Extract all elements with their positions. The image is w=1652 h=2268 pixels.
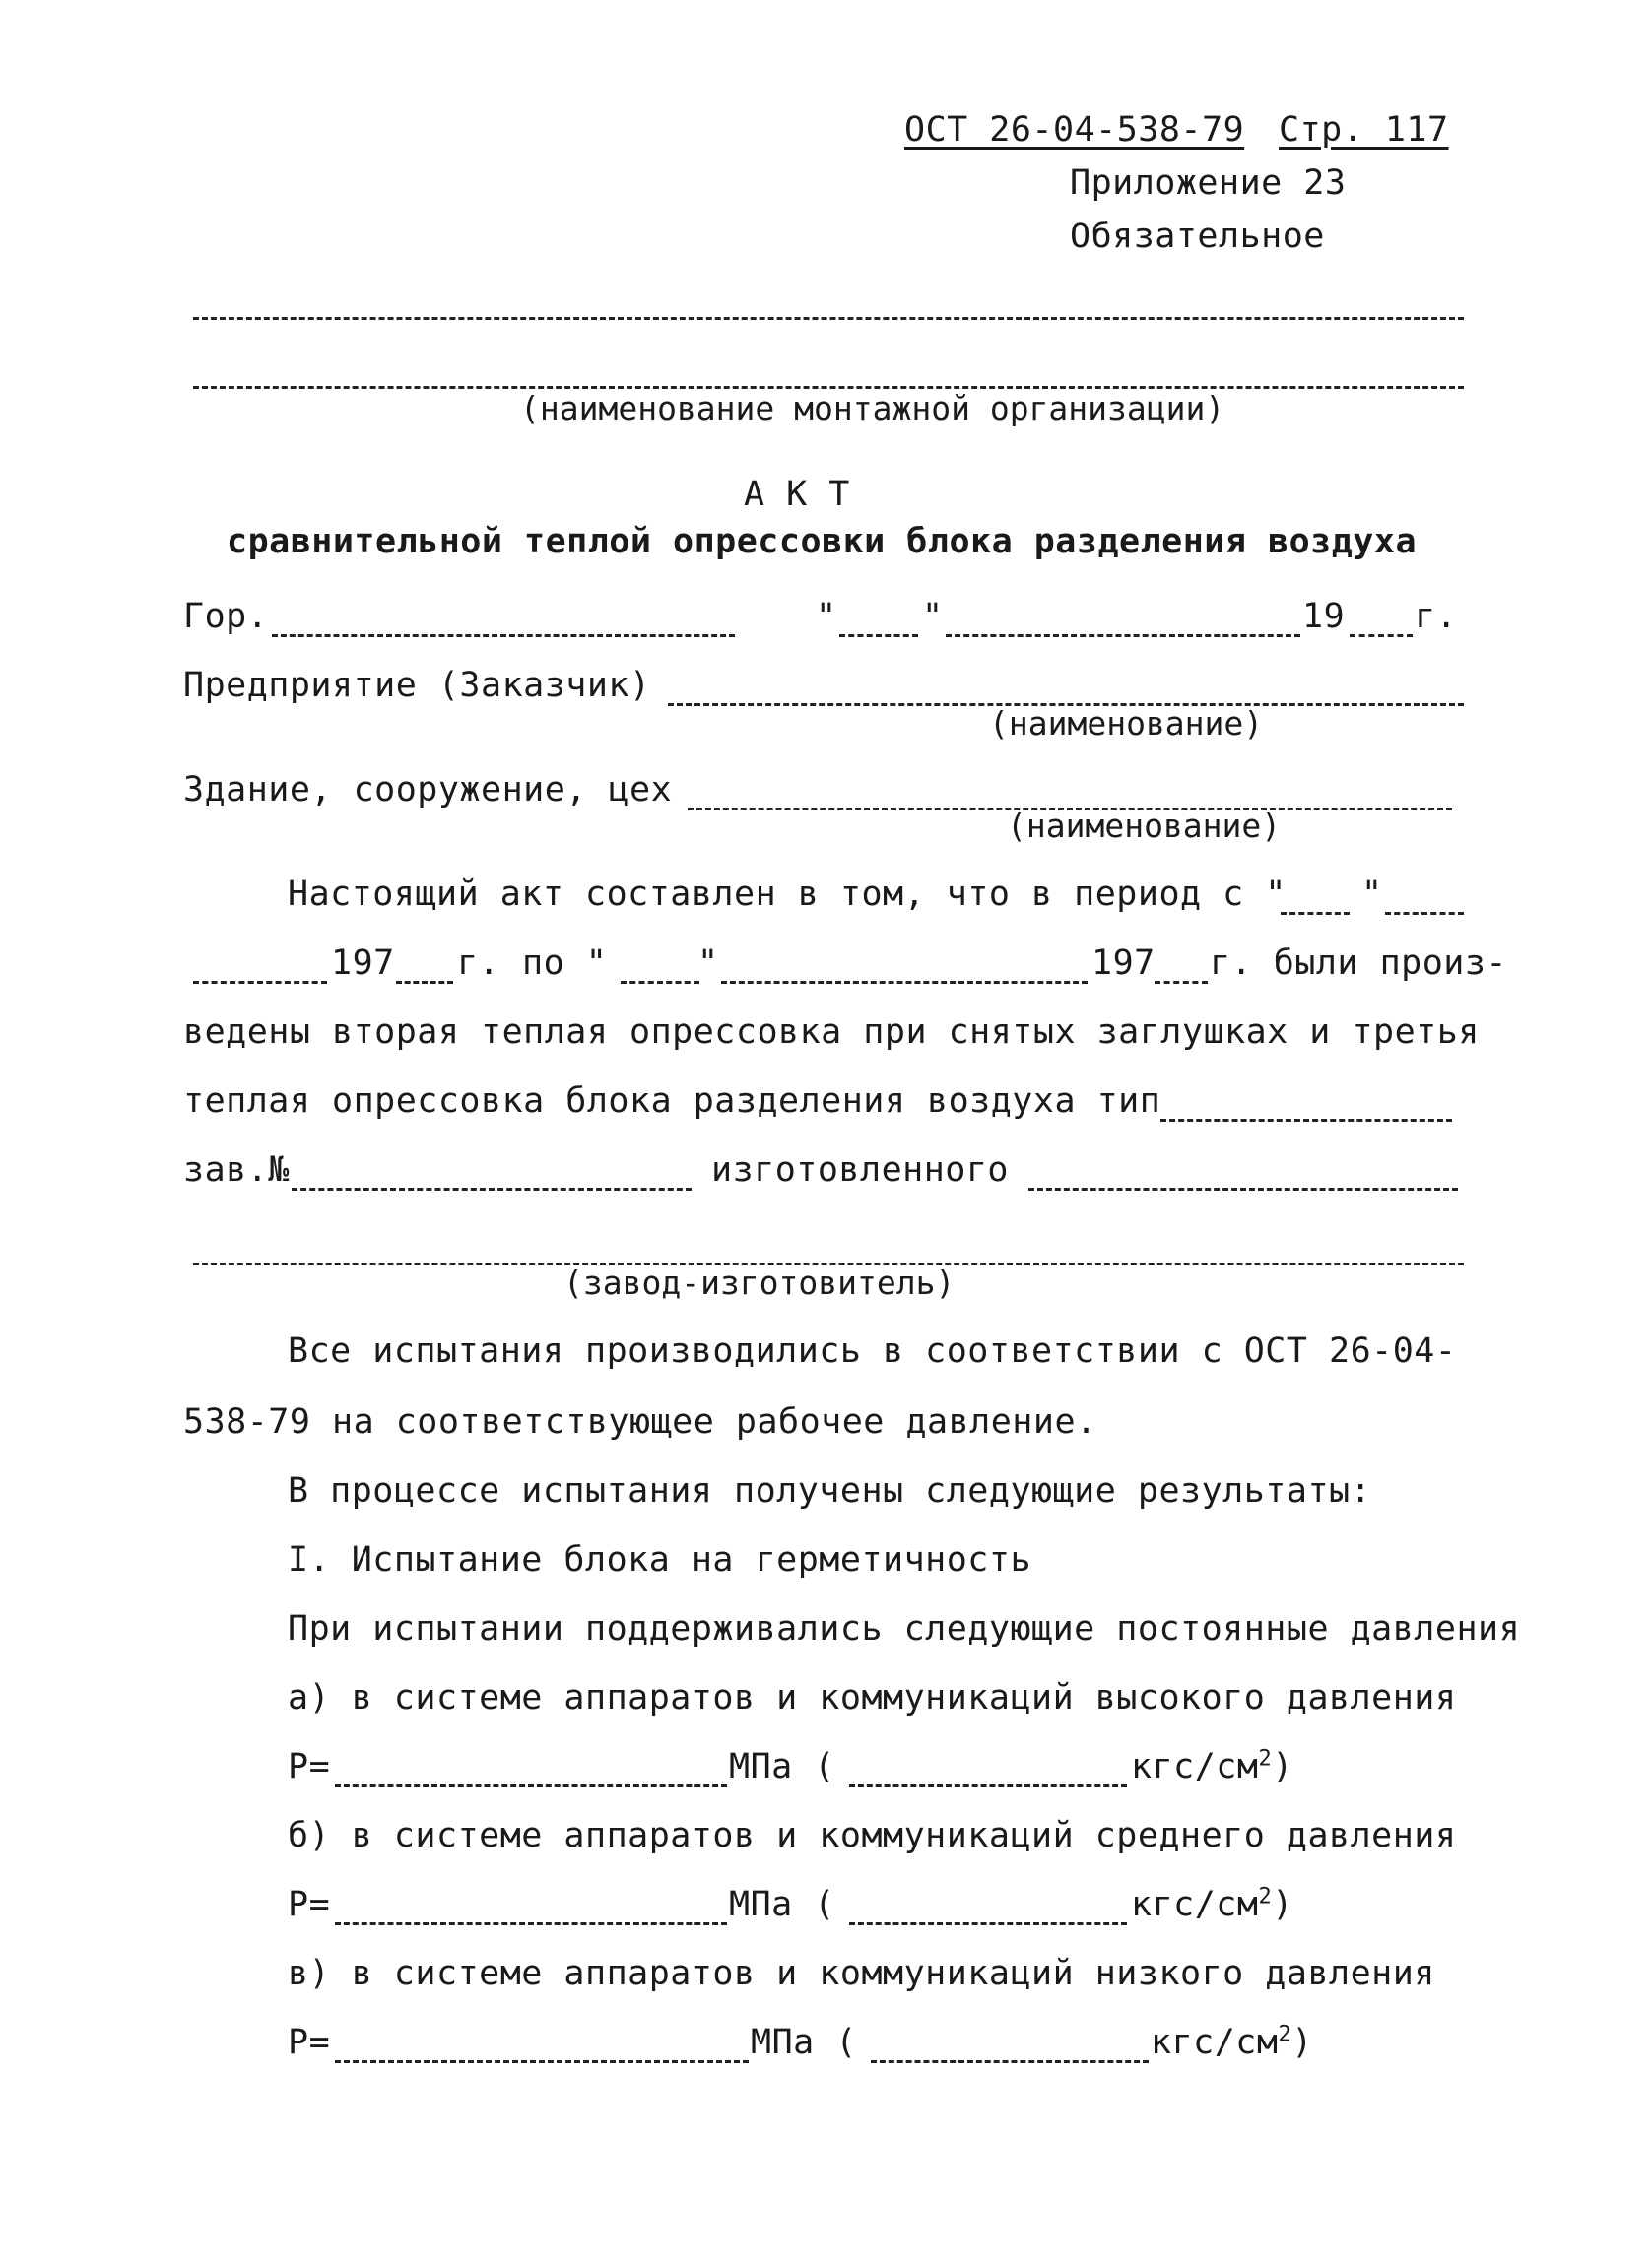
building-caption: (наименование) xyxy=(1007,807,1282,845)
period-quote-2: " xyxy=(697,943,719,983)
page-number: Стр. 117 xyxy=(1279,110,1449,150)
day-field[interactable] xyxy=(839,634,918,637)
item-v: в) в системе аппаратов и коммуникаций низкого давления xyxy=(288,1954,1435,1993)
factory-caption: (завод-изготовитель) xyxy=(563,1264,956,1302)
pressure-v-kgf-field[interactable] xyxy=(871,2060,1149,2063)
pressure-v-mpa: МПа ( xyxy=(751,2023,857,2062)
pressure-b-label: Р= xyxy=(288,1885,331,1924)
pressure-v-kgf: кгс/$см^2$) xyxy=(1151,2022,1313,2062)
act-title: А К Т xyxy=(744,475,850,514)
pressure-v-mpa-field[interactable] xyxy=(335,2060,749,2063)
period-day-2[interactable] xyxy=(621,981,699,984)
serial-field[interactable] xyxy=(292,1188,692,1191)
year-field[interactable] xyxy=(1350,634,1413,637)
year-2: 197 xyxy=(1091,943,1156,983)
pressure-v-label: Р= xyxy=(288,2023,331,2062)
pressure-a-kgf-field[interactable] xyxy=(849,1784,1127,1787)
item-1: I. Испытание блока на герметичность xyxy=(288,1540,1032,1580)
city-label: Гор. xyxy=(183,597,269,636)
act-subtitle: сравнительной теплой опрессовки блока разделения воздуха xyxy=(227,522,1418,561)
pressure-b-mpa: МПа ( xyxy=(729,1885,835,1924)
year-prefix: 19 xyxy=(1302,597,1346,636)
pressure-a-mpa-field[interactable] xyxy=(335,1784,727,1787)
standard-number: ОСТ 26-04-538-79 xyxy=(904,110,1245,150)
year-1-g: г. xyxy=(457,943,500,983)
period-month-1a[interactable] xyxy=(1385,912,1464,915)
po-text: по " xyxy=(522,943,608,983)
were-done-text: г. были произ- xyxy=(1210,943,1508,983)
period-day-1[interactable] xyxy=(1281,912,1350,915)
year-1-field[interactable] xyxy=(396,981,453,984)
type-field[interactable] xyxy=(1160,1119,1452,1122)
serial-label: зав.№ xyxy=(183,1150,290,1190)
made-label: изготовленного xyxy=(711,1150,1010,1190)
period-text: Настоящий акт составлен в том, что в период с " xyxy=(288,875,1287,914)
period-month-1b[interactable] xyxy=(193,981,327,984)
pressure-b-kgf: кгс/$см^2$) xyxy=(1131,1884,1293,1924)
year-suffix: г. xyxy=(1415,597,1458,636)
city-field[interactable] xyxy=(272,634,735,637)
quote-close: " xyxy=(922,597,944,636)
tests-line-2: 538-79 на соответствующее рабочее давление. xyxy=(183,1402,1097,1442)
enterprise-label: Предприятие (Заказчик) xyxy=(183,666,651,705)
quote-open: " xyxy=(816,597,837,636)
pressure-b-mpa-field[interactable] xyxy=(335,1922,727,1925)
building-label: Здание, сооружение, цех xyxy=(183,770,673,810)
made-field[interactable] xyxy=(1028,1188,1458,1191)
pressure-a-label: Р= xyxy=(288,1747,331,1786)
item-b: б) в системе аппаратов и коммуникаций среднего давления xyxy=(288,1816,1457,1855)
pressure-a-mpa: МПа ( xyxy=(729,1747,835,1786)
pressure-b-kgf-field[interactable] xyxy=(849,1922,1127,1925)
org-line-1 xyxy=(193,317,1464,320)
org-caption: (наименование монтажной организации) xyxy=(520,389,1225,427)
tests-line-1: Все испытания производились в соответствии с ОСТ 26-04- xyxy=(288,1331,1457,1371)
year-1: 197 xyxy=(331,943,395,983)
body-line-4: теплая опрессовка блока разделения воздуха тип xyxy=(183,1081,1161,1121)
results-line: В процессе испытания получены следующие результаты: xyxy=(288,1471,1372,1511)
pressures-line: При испытании поддерживались следующие постоянные давления xyxy=(288,1609,1521,1649)
period-month-2[interactable] xyxy=(721,981,1088,984)
month-field[interactable] xyxy=(946,634,1300,637)
period-quote-1: " xyxy=(1361,875,1383,914)
item-a: а) в системе аппаратов и коммуникаций высокого давления xyxy=(288,1678,1457,1717)
body-line-3: ведены вторая теплая опрессовка при снятых заглушках и третья xyxy=(183,1012,1480,1052)
pressure-a-kgf: кгс/$см^2$) xyxy=(1131,1746,1293,1786)
year-2-field[interactable] xyxy=(1155,981,1208,984)
appendix-label: Приложение 23 xyxy=(1070,163,1347,203)
status-label: Обязательное xyxy=(1070,217,1325,256)
enterprise-caption: (наименование) xyxy=(989,704,1264,743)
